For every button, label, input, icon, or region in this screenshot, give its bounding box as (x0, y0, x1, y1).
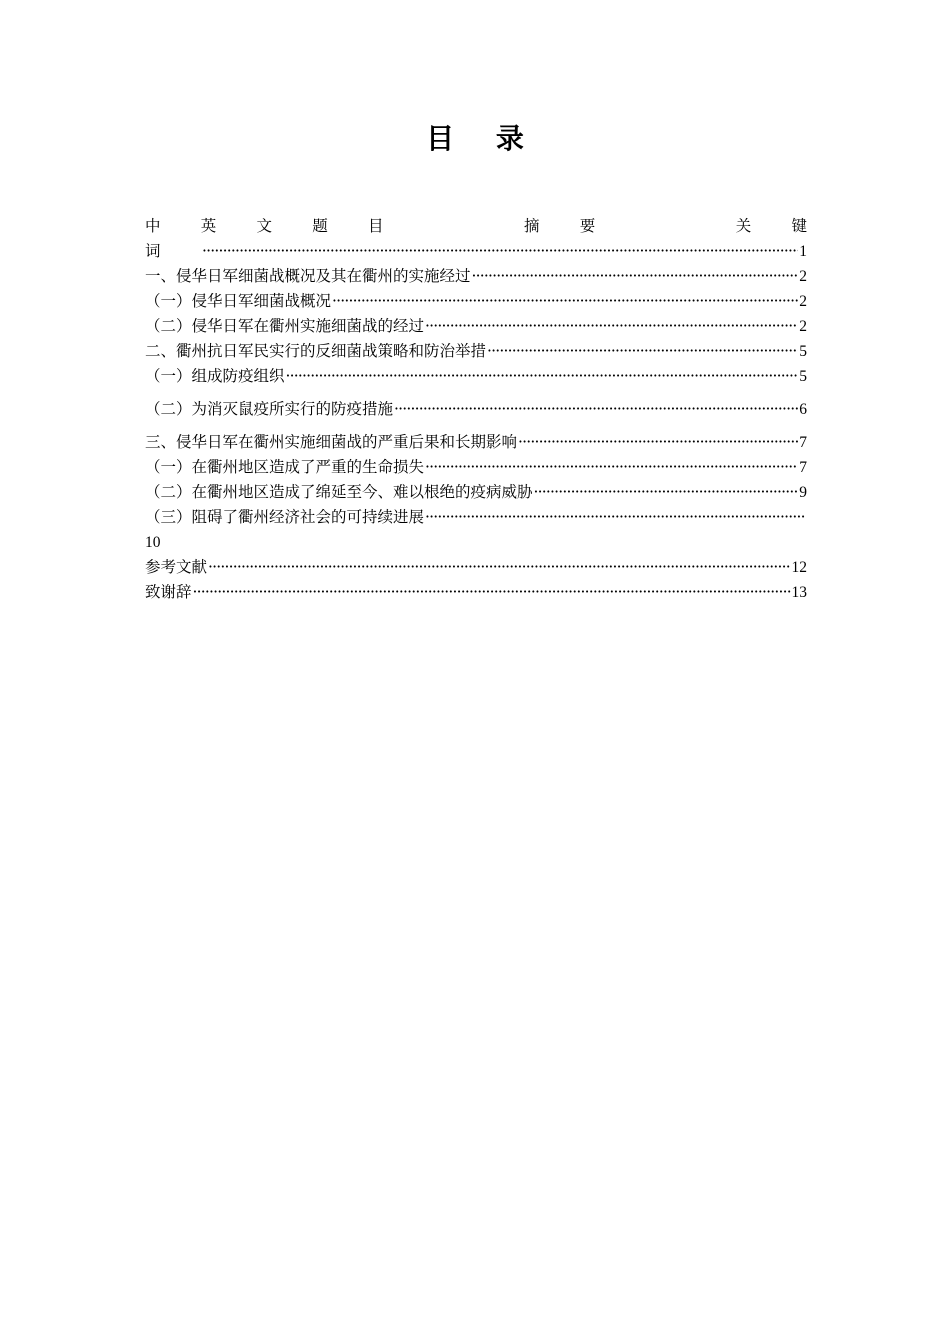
toc-label: 致谢辞 (145, 583, 192, 601)
toc-label: 参考文献 (145, 558, 208, 576)
toc-entry (145, 580, 807, 605)
toc-entry-abstract-spread (145, 214, 807, 239)
toc-label: 三、侵华日军在衢州实施细菌战的严重后果和长期影响 (145, 433, 518, 451)
dot-leader (208, 555, 790, 580)
dot-leader (534, 480, 799, 505)
toc-page-number: 12 (791, 559, 807, 576)
toc-label: （二）在衢州地区造成了绵延至今、难以根绝的疫病威胁 (145, 483, 533, 501)
dot-leader (487, 339, 798, 364)
toc-label: （一）组成防疫组织 (145, 367, 285, 385)
toc-entry (145, 480, 807, 505)
toc-page-number: 2 (799, 268, 807, 285)
toc-page-number: 7 (799, 434, 807, 451)
spread-char: 关 (735, 217, 752, 235)
spread-char: 中 (145, 217, 161, 235)
toc-page-number: 13 (791, 584, 807, 601)
toc-label: （一）侵华日军细菌战概况 (145, 292, 332, 310)
toc-entry (145, 314, 807, 339)
spread-char: 要 (579, 217, 596, 235)
toc-page-number: 7 (799, 459, 807, 476)
toc-page-number: 2 (799, 318, 807, 335)
page-title: 目 录 (426, 122, 540, 155)
toc-entry (145, 555, 807, 580)
toc-entry (145, 289, 807, 314)
spread-gap (635, 214, 695, 239)
dot-leader (425, 505, 806, 530)
toc-page-number: 9 (799, 484, 807, 501)
dot-leader (332, 289, 798, 314)
toc-entry (145, 505, 807, 530)
spread-char: 键 (791, 217, 807, 235)
toc-label: 二、衢州抗日军民实行的反细菌战策略和防治举措 (145, 342, 487, 360)
dot-leader (425, 314, 798, 339)
dot-leader (202, 239, 798, 264)
dot-leader (425, 455, 798, 480)
toc-entry (145, 430, 807, 455)
dot-leader (286, 364, 799, 389)
spread-char: 英 (200, 217, 217, 235)
toc-label: （二）侵华日军在衢州实施细菌战的经过 (145, 317, 425, 335)
toc-label: （二）为消灭鼠疫所实行的防疫措施 (145, 400, 394, 418)
toc-entry (145, 264, 807, 289)
spread-char: 目 (368, 217, 384, 235)
toc-label: 一、侵华日军细菌战概况及其在衢州的实施经过 (145, 267, 471, 285)
toc-page-number: 10 (145, 534, 161, 551)
toc-entry (145, 397, 807, 422)
toc-page-number: 6 (799, 401, 807, 418)
toc-label: （一）在衢州地区造成了严重的生命损失 (145, 458, 425, 476)
toc-entry (145, 339, 807, 364)
spread-gap (424, 214, 484, 239)
spread-char: 文 (256, 217, 273, 235)
toc-page-number: 1 (799, 243, 807, 260)
toc-page-number: 2 (799, 293, 807, 310)
spread-char: 题 (312, 217, 328, 235)
dot-leader (193, 580, 791, 605)
toc-entry-abstract-continuation (145, 239, 807, 264)
dot-leader (394, 397, 798, 422)
toc-page-number: 5 (799, 343, 807, 360)
toc-label: 词 (145, 242, 161, 260)
toc-entry (145, 364, 807, 389)
toc-label: （三）阻碍了衢州经济社会的可持续进展 (145, 508, 425, 526)
dot-leader (518, 430, 798, 455)
toc-page-number: 5 (799, 368, 807, 385)
toc-entry (145, 455, 807, 480)
spread-char: 摘 (523, 217, 540, 235)
table-of-contents (145, 212, 807, 605)
dot-leader (472, 264, 799, 289)
